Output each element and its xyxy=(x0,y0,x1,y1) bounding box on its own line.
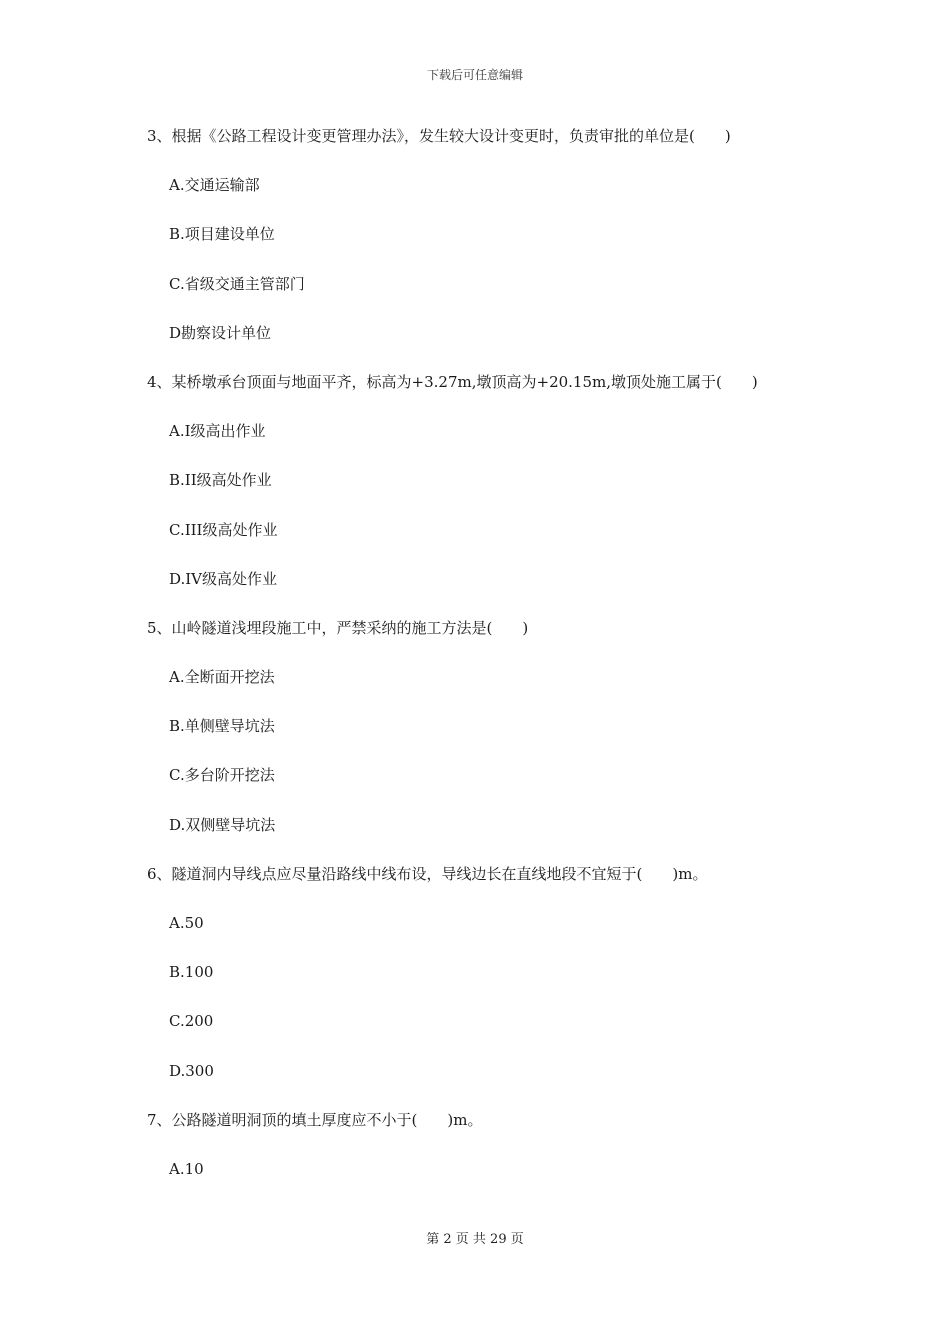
page-header xyxy=(0,66,950,83)
header-note: 下载后可任意编辑 xyxy=(426,68,523,82)
question-stem: 6、隧道洞内导线点应尽量沿路线中线布设，导线边长在直线地段不宜短于( )m。 xyxy=(147,864,708,883)
option-b: B.100 xyxy=(169,963,214,982)
option-a: A.交通运输部 xyxy=(169,176,260,195)
option-a: A.全断面开挖法 xyxy=(169,668,275,687)
option-a: A.10 xyxy=(169,1159,204,1178)
option-b: B.项目建设单位 xyxy=(169,225,275,244)
option-c: C.200 xyxy=(169,1012,214,1031)
option-a: A.50 xyxy=(169,914,204,932)
question-stem: 5、山岭隧道浅埋段施工中，严禁采纳的施工方法是( ) xyxy=(147,618,529,637)
option-a: A.I级高出作业 xyxy=(169,422,266,441)
question-stem: 7、公路隧道明洞顶的填土厚度应不小于( )m。 xyxy=(147,1110,483,1129)
page-number: 第 2 页 共 29 页 xyxy=(426,1232,524,1247)
option-d: D.300 xyxy=(169,1061,214,1080)
option-b: B.单侧壁导坑法 xyxy=(169,717,275,736)
question-stem: 4、某桥墩承台顶面与地面平齐，标高为+3.27m,墩顶高为+20.15m,墩顶处施工属于( ) xyxy=(147,372,758,391)
question-stem: 3、根据《公路工程设计变更管理办法》，发生较大设计变更时，负责审批的单位是( ) xyxy=(147,127,731,145)
option-d: D勘察设计单位 xyxy=(169,323,272,342)
option-d: D.IV级高处作业 xyxy=(169,569,278,588)
option-c: C.多台阶开挖法 xyxy=(169,766,275,785)
option-c: C.省级交通主管部门 xyxy=(169,274,305,293)
option-d: D.双侧壁导坑法 xyxy=(169,815,276,834)
page-footer xyxy=(0,1228,950,1247)
option-c: C.III级高处作业 xyxy=(169,520,278,539)
question-list xyxy=(147,123,847,1205)
option-b: B.II级高处作业 xyxy=(169,471,272,490)
